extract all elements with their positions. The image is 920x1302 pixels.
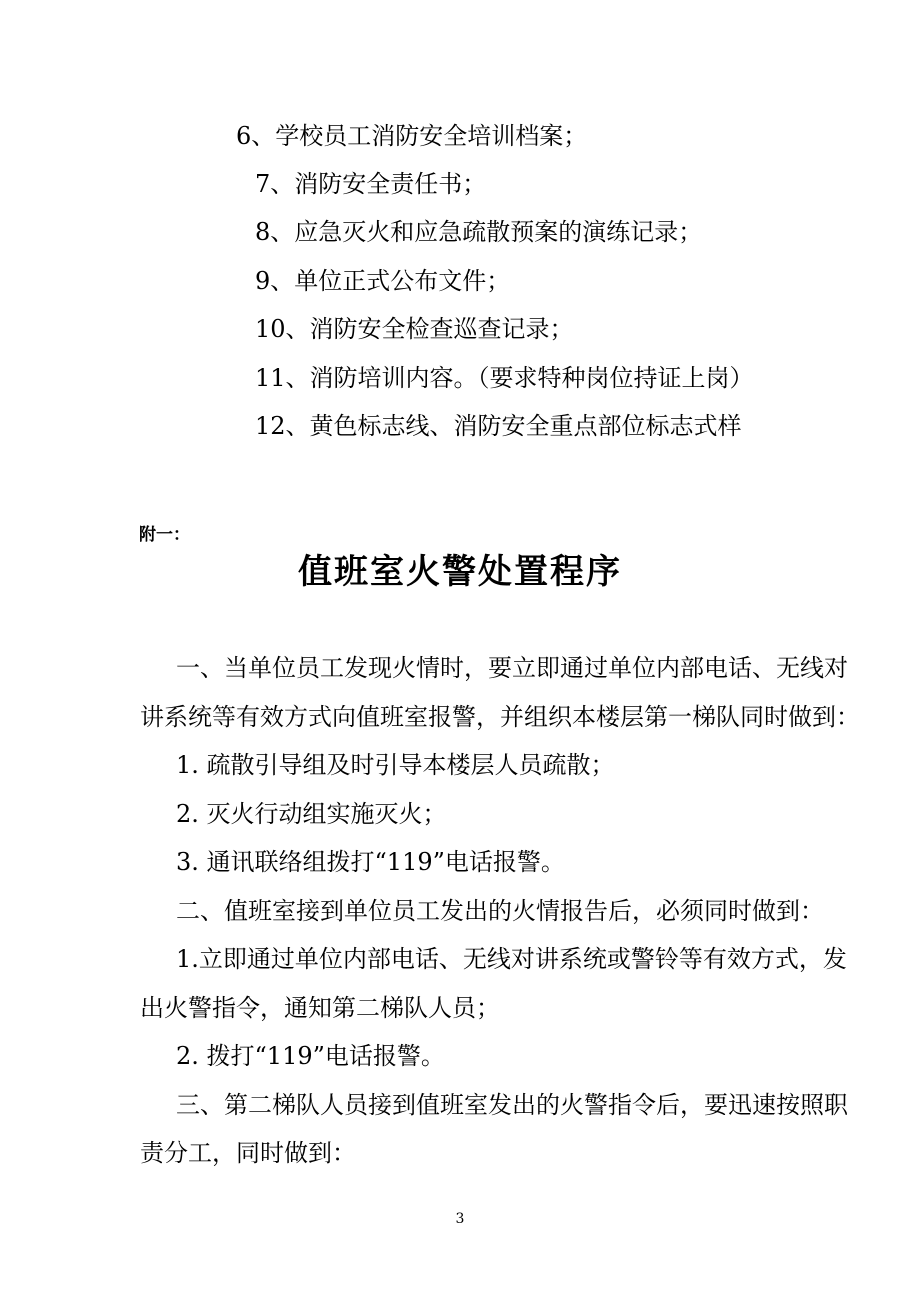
- paragraph-line: 责分工，同时做到：: [140, 1139, 356, 1167]
- appendix-label: 附一：: [139, 525, 190, 545]
- page-number: 3: [455, 1211, 465, 1227]
- list-item: 12、黄色标志线、消防安全重点部位标志式样: [255, 412, 742, 440]
- list-item: 11、消防培训内容。（要求特种岗位持证上岗）: [255, 364, 754, 392]
- step-item: 1. 疏散引导组及时引导本楼层人员疏散；: [176, 751, 615, 779]
- list-item: 10、消防安全检查巡查记录；: [255, 315, 574, 343]
- paragraph-line: 三、第二梯队人员接到值班室发出的火警指令后，要迅速按照职: [176, 1091, 848, 1119]
- paragraph-line: 一、当单位员工发现火情时，要立即通过单位内部电话、无线对: [176, 654, 848, 682]
- list-item: 8、应急灭火和应急疏散预案的演练记录；: [255, 218, 703, 246]
- paragraph-line: 出火警指令，通知第二梯队人员；: [140, 994, 500, 1022]
- list-item: 6、学校员工消防安全培训档案；: [236, 122, 588, 150]
- list-item: 7、消防安全责任书；: [255, 170, 487, 198]
- step-item: 2. 拨打“119”电话报警。: [176, 1042, 445, 1070]
- paragraph-line: 讲系统等有效方式向值班室报警，并组织本楼层第一梯队同时做到：: [140, 703, 860, 731]
- step-item: 2. 灭火行动组实施灭火；: [176, 800, 447, 828]
- page-title: 值班室火警处置程序: [298, 552, 622, 592]
- paragraph-line: 二、值班室接到单位员工发出的火情报告后，必须同时做到：: [176, 897, 824, 925]
- list-item: 9、单位正式公布文件；: [255, 267, 511, 295]
- step-item: 1.立即通过单位内部电话、无线对讲系统或警铃等有效方式，发: [176, 945, 847, 973]
- step-item: 3. 通讯联络组拨打“119”电话报警。: [176, 848, 565, 876]
